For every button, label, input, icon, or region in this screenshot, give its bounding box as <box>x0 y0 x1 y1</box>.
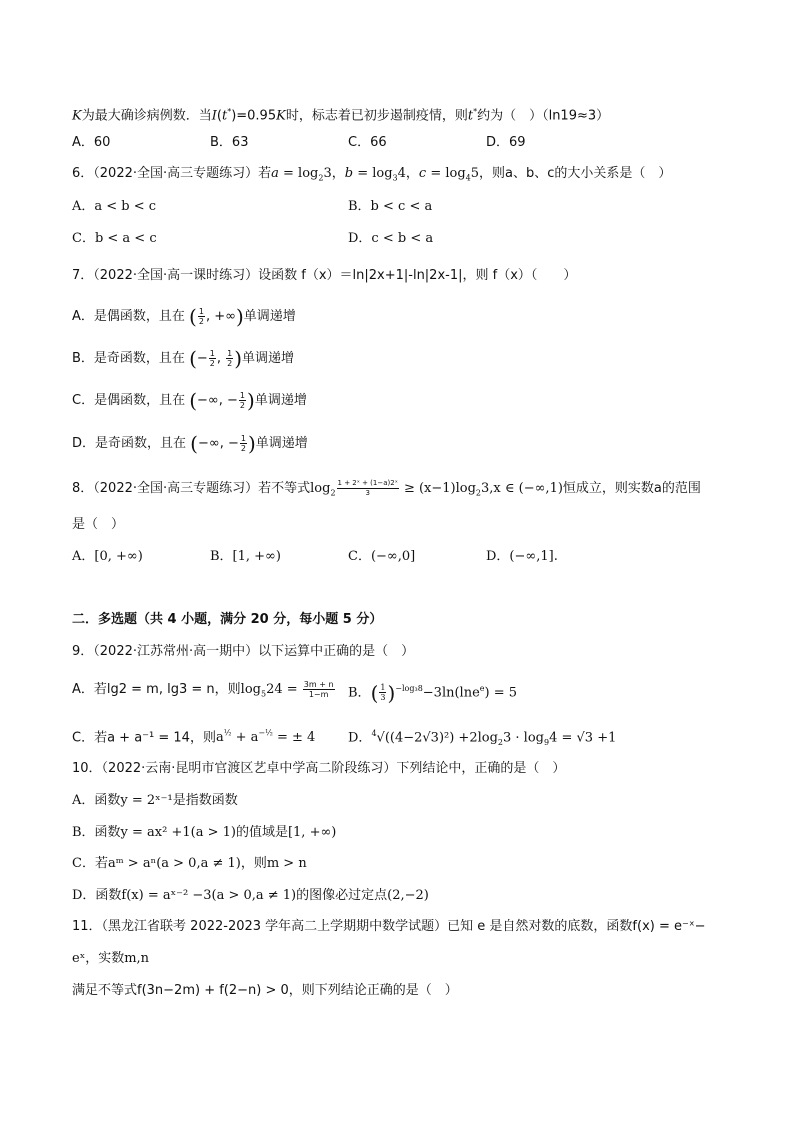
q6-option-c: C．b < a < c <box>72 231 157 246</box>
q9-stem: 9．（2022·江苏常州·高一期中）以下运算中正确的是（ ） <box>72 644 415 659</box>
q10-option-d: D．函数f(x) = aˣ⁻² −3(a > 0,a ≠ 1)的图像必过定点(2,−2) <box>72 888 429 903</box>
q11-stem-line3: 满足不等式f(3n−2m) + f(2−n) > 0，则下列结论正确的是（ ） <box>72 983 458 998</box>
q7-option-c: C．是偶函数，且在 (−∞, − $\frac{1}{2}$ )单调递增 <box>72 388 307 413</box>
q8-stem: 8．（2022·全国·高三专题练习）若不等式$\log_2$ $\frac{\text{1 + 2ˣ + (1−a)2ˣ}}{3}$ ≥ $(x-1)\log_23,x$ ∈ (−∞,1)恒成立，则实数a的范围 <box>72 479 701 498</box>
q9-option-b: B．( $\frac{1}{3}$ )$^{-log_38}$−3ln(lne$^e$) = 5 <box>348 680 518 705</box>
q8-option-a: A．[0, +∞) <box>72 549 143 564</box>
q7-option-d: D．是奇函数，且在 (−∞, − $\frac{1}{2}$ )单调递增 <box>72 431 308 456</box>
q5-option-d: D．69 <box>486 135 526 150</box>
q6-option-d: D．c < b < a <box>348 231 434 246</box>
q5-option-b: B．63 <box>210 135 249 150</box>
q11-stem-line1: 11．（黑龙江省联考 2022-2023 学年高二上学期期中数学试题）已知 e 是自然对数的底数，函数f(x) = e⁻ˣ− <box>72 919 706 934</box>
q5-option-c: C．66 <box>348 135 387 150</box>
q7-option-a: A．是偶函数，且在 ( $\frac{1}{2}$ , +∞)单调递增 <box>72 304 296 329</box>
q10-option-c: C．若aᵐ > aⁿ(a > 0,a ≠ 1)，则m > n <box>72 856 307 871</box>
q8-stem-line2: 是（ ） <box>72 517 125 532</box>
section-title-multiple-choice: 二．多选题（共 4 小题，满分 20 分，每小题 5 分） <box>72 612 383 627</box>
q9-option-d: D．$^4√((4-2√3)^2) +2\log_23 \cdot \log_94 = √3 +1$ <box>348 729 617 747</box>
q6-option-a: A．a < b < c <box>72 199 157 214</box>
q6-option-b: B．b < c < a <box>348 199 433 214</box>
q5-stem-tail: K为最大确诊病例数．当I(t*)=0.95K时，标志着已初步遏制疫情，则t*约为（ ）（ln19≈3） <box>72 107 610 124</box>
q11-stem-line2: eˣ，实数m,n <box>72 951 150 966</box>
q10-option-b: B．函数y = ax² +1(a > 1)的值域是[1, +∞) <box>72 825 337 840</box>
q7-stem: 7．（2022·全国·高一课时练习）设函数 f（x）＝ln|2x+1|-ln|2x-1|，则 f（x）（ ） <box>72 268 577 283</box>
q8-option-d: D．(−∞,1]. <box>486 549 558 564</box>
q5-option-a: A．60 <box>72 135 111 150</box>
q8-option-c: C．(−∞,0] <box>348 549 416 564</box>
q10-stem: 10．（2022·云南·昆明市官渡区艺卓中学高二阶段练习）下列结论中，正确的是（ ） <box>72 761 566 776</box>
q6-stem: 6．（2022·全国·高三专题练习）若$a = \log_23$，$b = \log_34$，$c = \log_45$，则a、b、c的大小关系是（ ） <box>72 166 672 183</box>
q9-option-c: C．若a + a⁻¹ = 14，则$a^{\frac{1}{2}} + a^{-\frac{1}{2}}$ = ± 4 <box>72 729 316 746</box>
q7-option-b: B．是奇函数，且在 (− $\frac{1}{2}$ , $\frac{1}{2}$ )单调递增 <box>72 346 295 371</box>
q8-option-b: B．[1, +∞) <box>210 549 281 564</box>
q9-option-a: A．若lg2 = m, lg3 = n，则$\log_524$ = $\frac{3m + n}{1-m}$ <box>72 680 334 699</box>
q10-option-a: A．函数y = 2ˣ⁻¹是指数函数 <box>72 793 238 808</box>
